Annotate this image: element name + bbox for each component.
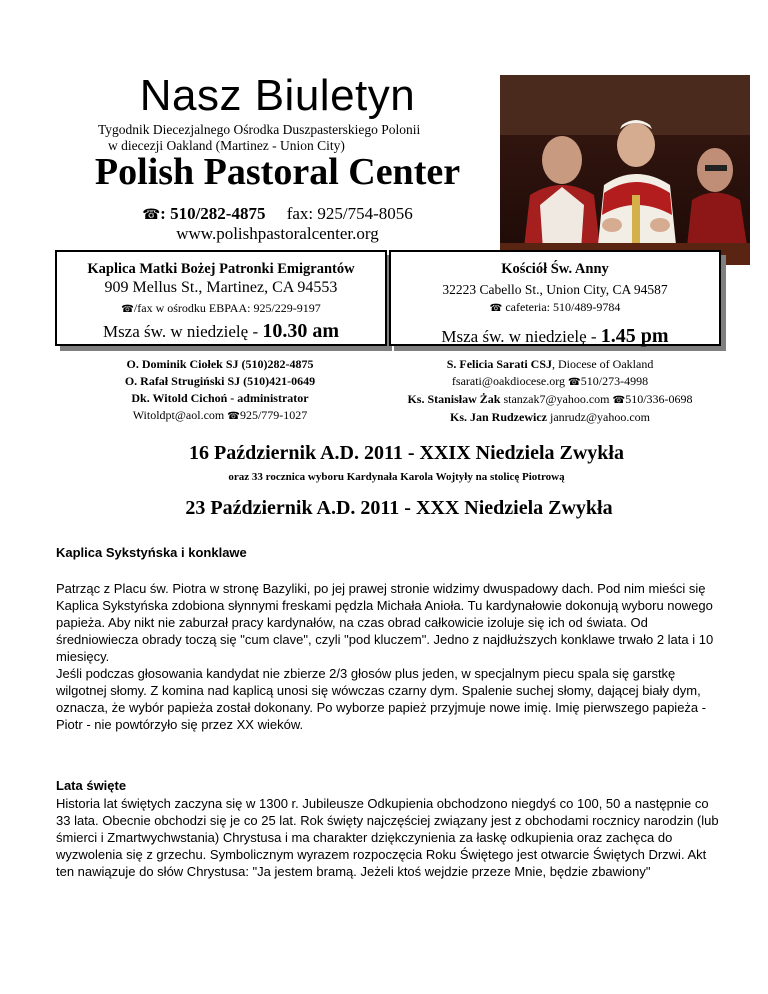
chapel-name: Kaplica Matki Bożej Patronki Emigrantów: [87, 261, 355, 277]
contact-line: [60, 407, 380, 425]
telephone-icon: ☎: [489, 303, 503, 314]
contact-email[interactable]: Witoldpt@aol.com: [132, 408, 228, 422]
contact-email[interactable]: stanzak7@yahoo.com: [500, 392, 613, 406]
contact-line: [365, 409, 735, 426]
article-body-holy-years: Historia lat świętych zaczyna się w 1300 r. Jubileusze Odkupienia obchodzono niegdyś co 100, 50 a następnie co 33 lata. Obecnie obchodzi się je co 25 lat. Rok święty najczęściej związany jest z obchodami rocznicy narodzin (lub śmierci i Zmartwychwstania) Chrystusa i ma charakter dziękczynienia za łaskę odkupienia oraz zachęca do wyzwolenia się z grzechu. Symbolicznym wyrazem rozpoczęcia Roku Świętego jest otwarcie Świętych Drzwi. Akt ten nawiązuje do słów Chrystusa: "Ja jestem bramą. Jeżeli ktoś wejdzie przeze Mnie, będzie zbawiony": [56, 796, 719, 879]
article-heading-sistine: Kaplica Sykstyńska i konklawe: [56, 545, 247, 560]
center-name: Polish Pastoral Center: [94, 151, 461, 193]
header-phone: : 510/282-4875: [160, 204, 266, 223]
chapel-info-box: [55, 250, 387, 346]
bulletin-title: Nasz Biuletyn: [139, 71, 416, 120]
contact-line: O. Dominik Ciołek SJ (510)282-4875: [126, 357, 314, 371]
photo-image: [500, 75, 750, 265]
telephone-icon: ☎: [121, 304, 134, 315]
article-body-sistine: [56, 580, 721, 733]
telephone-icon: ☎: [568, 377, 581, 388]
chapel-mass-time: 10.30 am: [262, 320, 340, 342]
chapel-phone: /fax w ośrodku EBPAA: 925/229-9197: [133, 301, 321, 315]
contact-phone: 925/779-1027: [239, 408, 308, 422]
church-mass-time-line: [391, 325, 719, 348]
contact-line: [365, 373, 735, 391]
church-name: Kościół Św. Anny: [501, 261, 609, 277]
contact-name: S. Felicia Sarati CSJ: [446, 357, 553, 371]
contact-phone: 510/336-0698: [625, 392, 693, 406]
chapel-mass-label: Msza św. w niedzielę -: [102, 322, 263, 341]
article-heading-holy-years: Lata święte: [56, 778, 127, 793]
chapel-address: 909 Mellus St., Martinez, CA 94553: [104, 279, 338, 296]
header-phone-line: [0, 204, 555, 225]
clergy-contacts-left: [60, 356, 380, 425]
contact-line: [365, 391, 735, 409]
contact-affiliation: , Diocese of Oakland: [552, 357, 654, 371]
contact-phone: 510/273-4998: [580, 374, 649, 388]
subtitle-line-1: Tygodnik Diecezjalnego Ośrodka Duszpasterskiego Polonii: [98, 122, 421, 137]
subtitle-line-2: w diecezji Oakland (Martinez - Union City): [108, 138, 345, 153]
chapel-phone-line: [57, 300, 385, 318]
chapel-mass-time-line: [57, 320, 385, 343]
telephone-icon: ☎: [227, 411, 240, 422]
church-phone-line: [391, 299, 719, 317]
contact-line: [365, 356, 735, 373]
website-link[interactable]: www.polishpastoralcenter.org: [176, 224, 379, 243]
clergy-contacts-right: [365, 356, 735, 426]
article-paragraph: Jeśli podczas głosowania kandydat nie zbierze 2/3 głosów plus jeden, w specjalnym piecu spala się garstkę wilgotnej słomy. Z komina nad kaplicą unosi się wówczas czarny dym. Spalenie suchej słomy, dającej biały dym, oznacza, że wybór papieża został dokonany. Po wyborze papież przyjmuje nowe imię. Imię pierwszego papieża - Piotr - nie powtórzyło się przez XX wieków.: [56, 666, 707, 732]
church-phone: cafeteria: 510/489-9784: [502, 300, 621, 314]
telephone-icon: ☎: [612, 395, 626, 406]
contact-line: O. Rafał Strugiński SJ (510)421-0649: [124, 374, 316, 388]
church-mass-label: Msza św. w niedzielę -: [441, 327, 601, 346]
sunday-date-2: 23 Październik A.D. 2011 - XXX Niedziela Zwykła: [185, 497, 613, 519]
contact-email[interactable]: janrudz@yahoo.com: [546, 410, 651, 424]
sunday-date-1: 16 Październik A.D. 2011 - XXIX Niedziela Zwykła: [189, 442, 624, 464]
contact-name: Ks. Jan Rudzewicz: [449, 410, 547, 424]
contact-line: Dk. Witold Cichoń - administrator: [131, 391, 309, 405]
pope-photo: [500, 75, 750, 265]
church-address: 32223 Cabello St., Union City, CA 94587: [442, 282, 668, 297]
church-mass-time: 1.45 pm: [600, 325, 669, 347]
header-fax: fax: 925/754-8056: [286, 204, 413, 223]
telephone-icon: ☎: [142, 207, 161, 223]
contact-email[interactable]: fsarati@oakdiocese.org: [451, 374, 569, 388]
church-info-box: [389, 250, 721, 346]
article-paragraph: Patrząc z Placu św. Piotra w stronę Bazyliki, po jej prawej stronie widzimy dwuspadowy dach. Pod nim mieści się Kaplica Sykstyńska zdobiona słynnymi freskami pędzla Michała Anioła. Tu kardynałowie dokonują wyboru nowego papieża. Aby nikt nie zaburzał pracy kardynałów, na czas obrad całkowicie izoluje się ich od świata. Od średniowiecza obrady toczą się "cum clave", czyli "pod kluczem". Jedno z najdłuższych konklawe trwało 2 lata i 10 miesięcy.: [56, 581, 714, 664]
contact-name: Ks. Stanisław Żak: [407, 392, 501, 406]
anniversary-note: oraz 33 rocznica wyboru Kardynała Karola Wojtyły na stolicę Piotrową: [228, 471, 565, 483]
